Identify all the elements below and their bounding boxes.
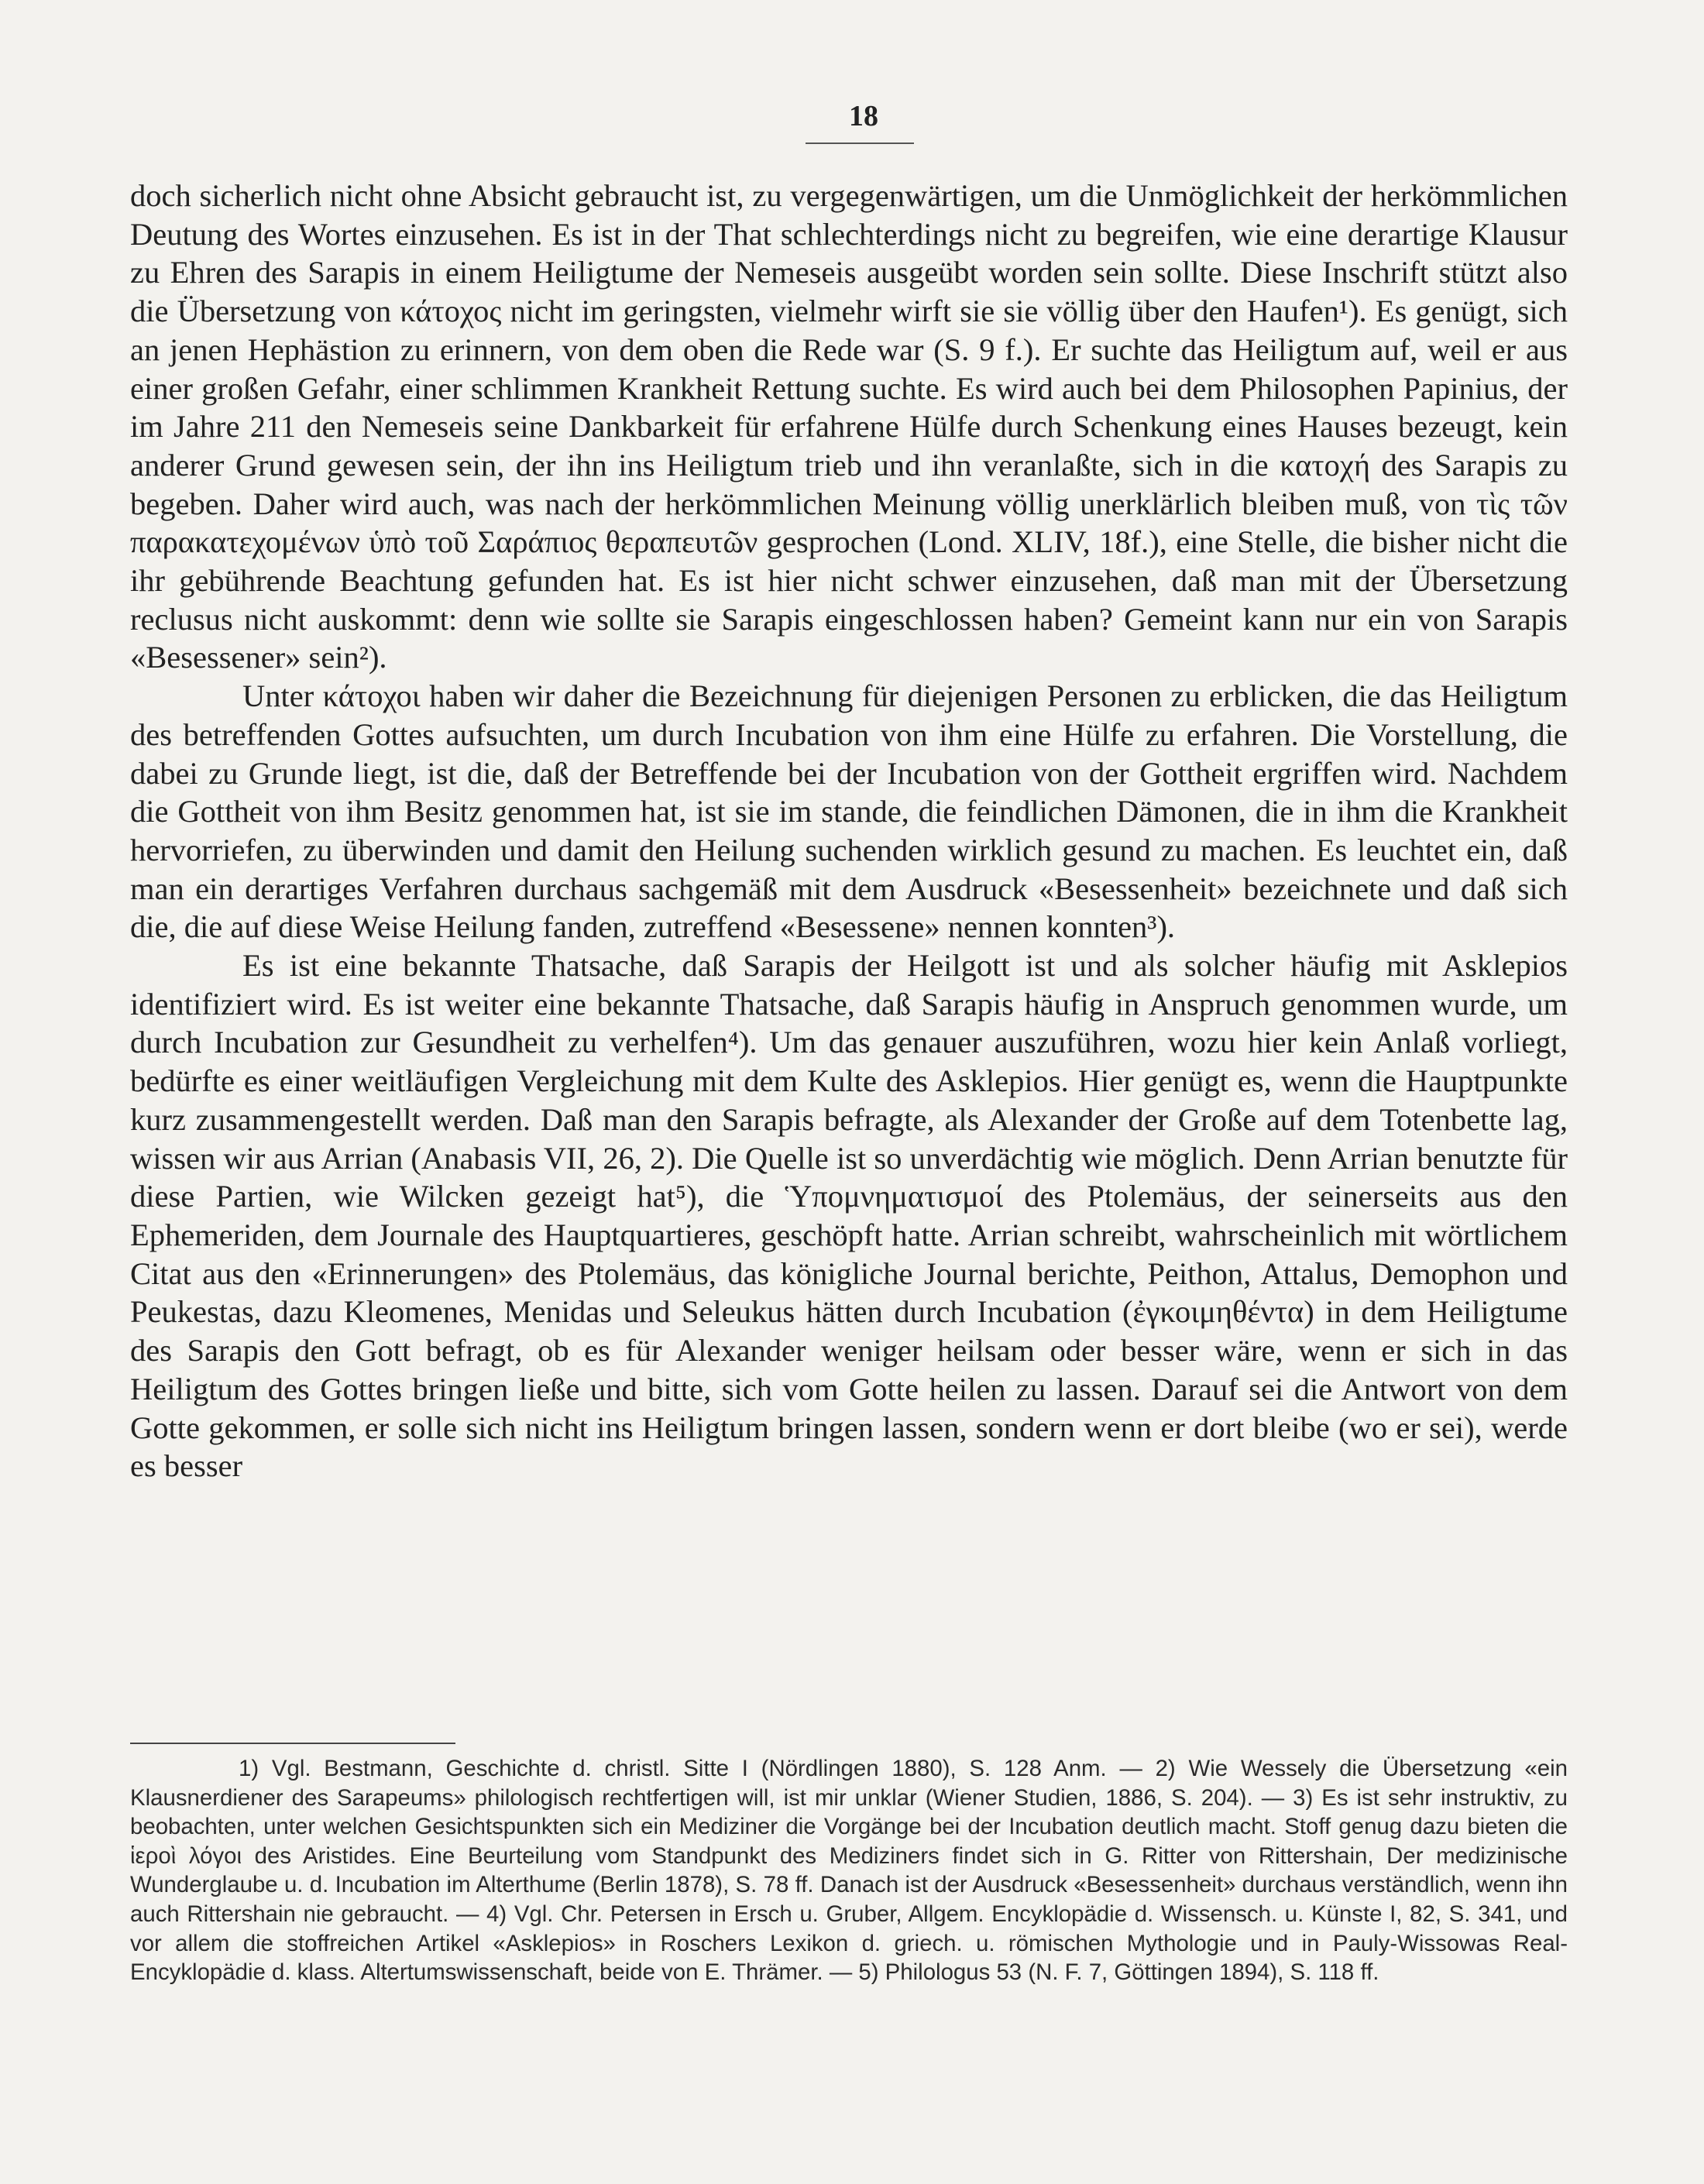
body-text <box>130 177 1568 1485</box>
footnotes <box>130 1754 1568 1987</box>
paragraph-3: Es ist eine bekannte Thatsache, daß Sarapis der Heilgott ist und als solcher häufig mit Asklepios identifiziert wird. Es ist weiter eine bekannte Thatsache, daß Sarapis häufig in Anspruch genommen wurde, um durch Incubation zur Gesundheit zu verhelfen⁴). Um das genauer auszuführen, wozu hier kein Anlaß vorliegt, bedürfte es einer weitläufigen Vergleichung mit dem Kulte des Asklepios. Hier genügt es, wenn die Hauptpunkte kurz zusammengestellt werden. Daß man den Sarapis befragte, als Alexander der Große auf dem Totenbette lag, wissen wir aus Arrian (Anabasis VII, 26, 2). Die Quelle ist so unverdächtig wie möglich. Denn Arrian benutzte für diese Partien, wie Wilcken gezeigt hat⁵), die Ὑπομνηματισμοί des Ptolemäus, der seinerseits aus den Ephemeriden, dem Journale des Hauptquartieres, geschöpft hatte. Arrian schreibt, wahrscheinlich mit wörtlichem Citat aus den «Erinnerungen» des Ptolemäus, das königliche Journal berichte, Peithon, Attalus, Demophon und Peukestas, dazu Kleomenes, Menidas und Seleukus hätten durch Incubation (ἐγκοιμηθέντα) in dem Heiligtume des Sarapis den Gott befragt, ob es für Alexander weniger heilsam oder besser wäre, wenn er sich in das Heiligtum des Gottes bringen ließe und bitte, sich vom Gotte heilen zu lassen. Darauf sei die Antwort von dem Gotte gekommen, er solle sich nicht ins Heiligtum bringen lassen, sondern wenn er dort bleibe (wo er sei), werde es besser <box>130 948 1568 1484</box>
footnote-rule <box>130 1743 455 1744</box>
paragraph-2: Unter κάτοχοι haben wir daher die Bezeichnung für diejenigen Personen zu erblicken, die das Heiligtum des betreffenden Gottes aufsuchten, um durch Incubation von ihm eine Hülfe zu erfahren. Die Vorstellung, die dabei zu Grunde liegt, ist die, daß der Betreffende bei der Incubation von der Gottheit ergriffen wird. Nachdem die Gottheit von ihm Besitz genommen hat, ist sie im stande, die feindlichen Dämonen, die in ihm die Krankheit hervorriefen, zu überwinden und damit den Heilung suchenden wirklich gesund zu machen. Es leuchtet ein, daß man ein derartiges Verfahren durchaus sachgemäß mit dem Ausdruck «Besessenheit» bezeichnete und daß sich die, die auf diese Weise Heilung fanden, zutreffend «Besessene» nennen konnten³). <box>130 678 1568 945</box>
page-number: 18 <box>849 100 878 132</box>
footnotes-text: 1) Vgl. Bestmann, Geschichte d. christl. Sitte I (Nördlingen 1880), S. 128 Anm. — 2) Wie Wessely die Übersetzung «ein Klausnerdiener des Sarapeums» philologisch rechtfertigen will, ist mir unklar (Wiener Studien, 1886, S. 204). — 3) Es ist sehr instruktiv, zu beobachten, unter welchen Gesichtspunkten sich ein Mediziner die Vorgänge bei der Incubation deutlich macht. Stoff genug dazu bieten die ἱεροὶ λόγοι des Aristides. Eine Beurteilung vom Standpunkt des Mediziners findet sich in G. Ritter von Rittershain, Der medizinische Wunderglaube u. d. Incubation im Alterthume (Berlin 1878), S. 78 ff. Danach ist der Ausdruck «Besessenheit» durchaus verständlich, wenn ihn auch Rittershain nie gebraucht. — 4) Vgl. Chr. Petersen in Ersch u. Gruber, Allgem. Encyklopädie d. Wissensch. u. Künste I, 82, S. 341, und vor allem die stoffreichen Artikel «Asklepios» in Roschers Lexikon d. griech. u. römischen Mythologie und in Pauly-Wissowas Real-Encyklopädie d. klass. Altertumswissenschaft, beide von E. Thrämer. — 5) Philologus 53 (N. F. 7, Göttingen 1894), S. 118 ff. <box>130 1756 1568 1986</box>
paragraph-1: doch sicherlich nicht ohne Absicht gebraucht ist, zu vergegenwärtigen, um die Unmöglichkeit der herkömmlichen Deutung des Wortes einzusehen. Es ist in der That schlechterdings nicht zu begreifen, wie eine derartige Klausur zu Ehren des Sarapis in einem Heiligtume der Nemeseis ausgeübt worden sein sollte. Diese Inschrift stützt also die Übersetzung von κάτοχος nicht im geringsten, vielmehr wirft sie sie völlig über den Haufen¹). Es genügt, sich an jenen Hephästion zu erinnern, von dem oben die Rede war (S. 9 f.). Er suchte das Heiligtum auf, weil er aus einer großen Gefahr, einer schlimmen Krankheit Rettung suchte. Es wird auch bei dem Philosophen Papinius, der im Jahre 211 den Nemeseis seine Dankbarkeit für erfahrene Hülfe durch Schenkung eines Hauses bezeugt, kein anderer Grund gewesen sein, der ihn ins Heiligtum trieb und ihn veranlaßte, sich in die κατοχή des Sarapis zu begeben. Daher wird auch, was nach der herkömmlichen Meinung völlig unerklärlich bleiben muß, von τὶς τῶν παρακατεχομένων ὑπὸ τοῦ Σαράπιος θεραπευτῶν gesprochen (Lond. XLIV, 18f.), eine Stelle, die bisher nicht die ihr gebührende Beachtung gefunden hat. Es ist hier nicht schwer einzusehen, daß man mit der Übersetzung reclusus nicht auskommt: denn wie sollte sie Sarapis eingeschlossen haben? Gemeint kann nur ein von Sarapis «Besessener» sein²). <box>130 178 1568 675</box>
page-number-rule <box>806 143 914 144</box>
